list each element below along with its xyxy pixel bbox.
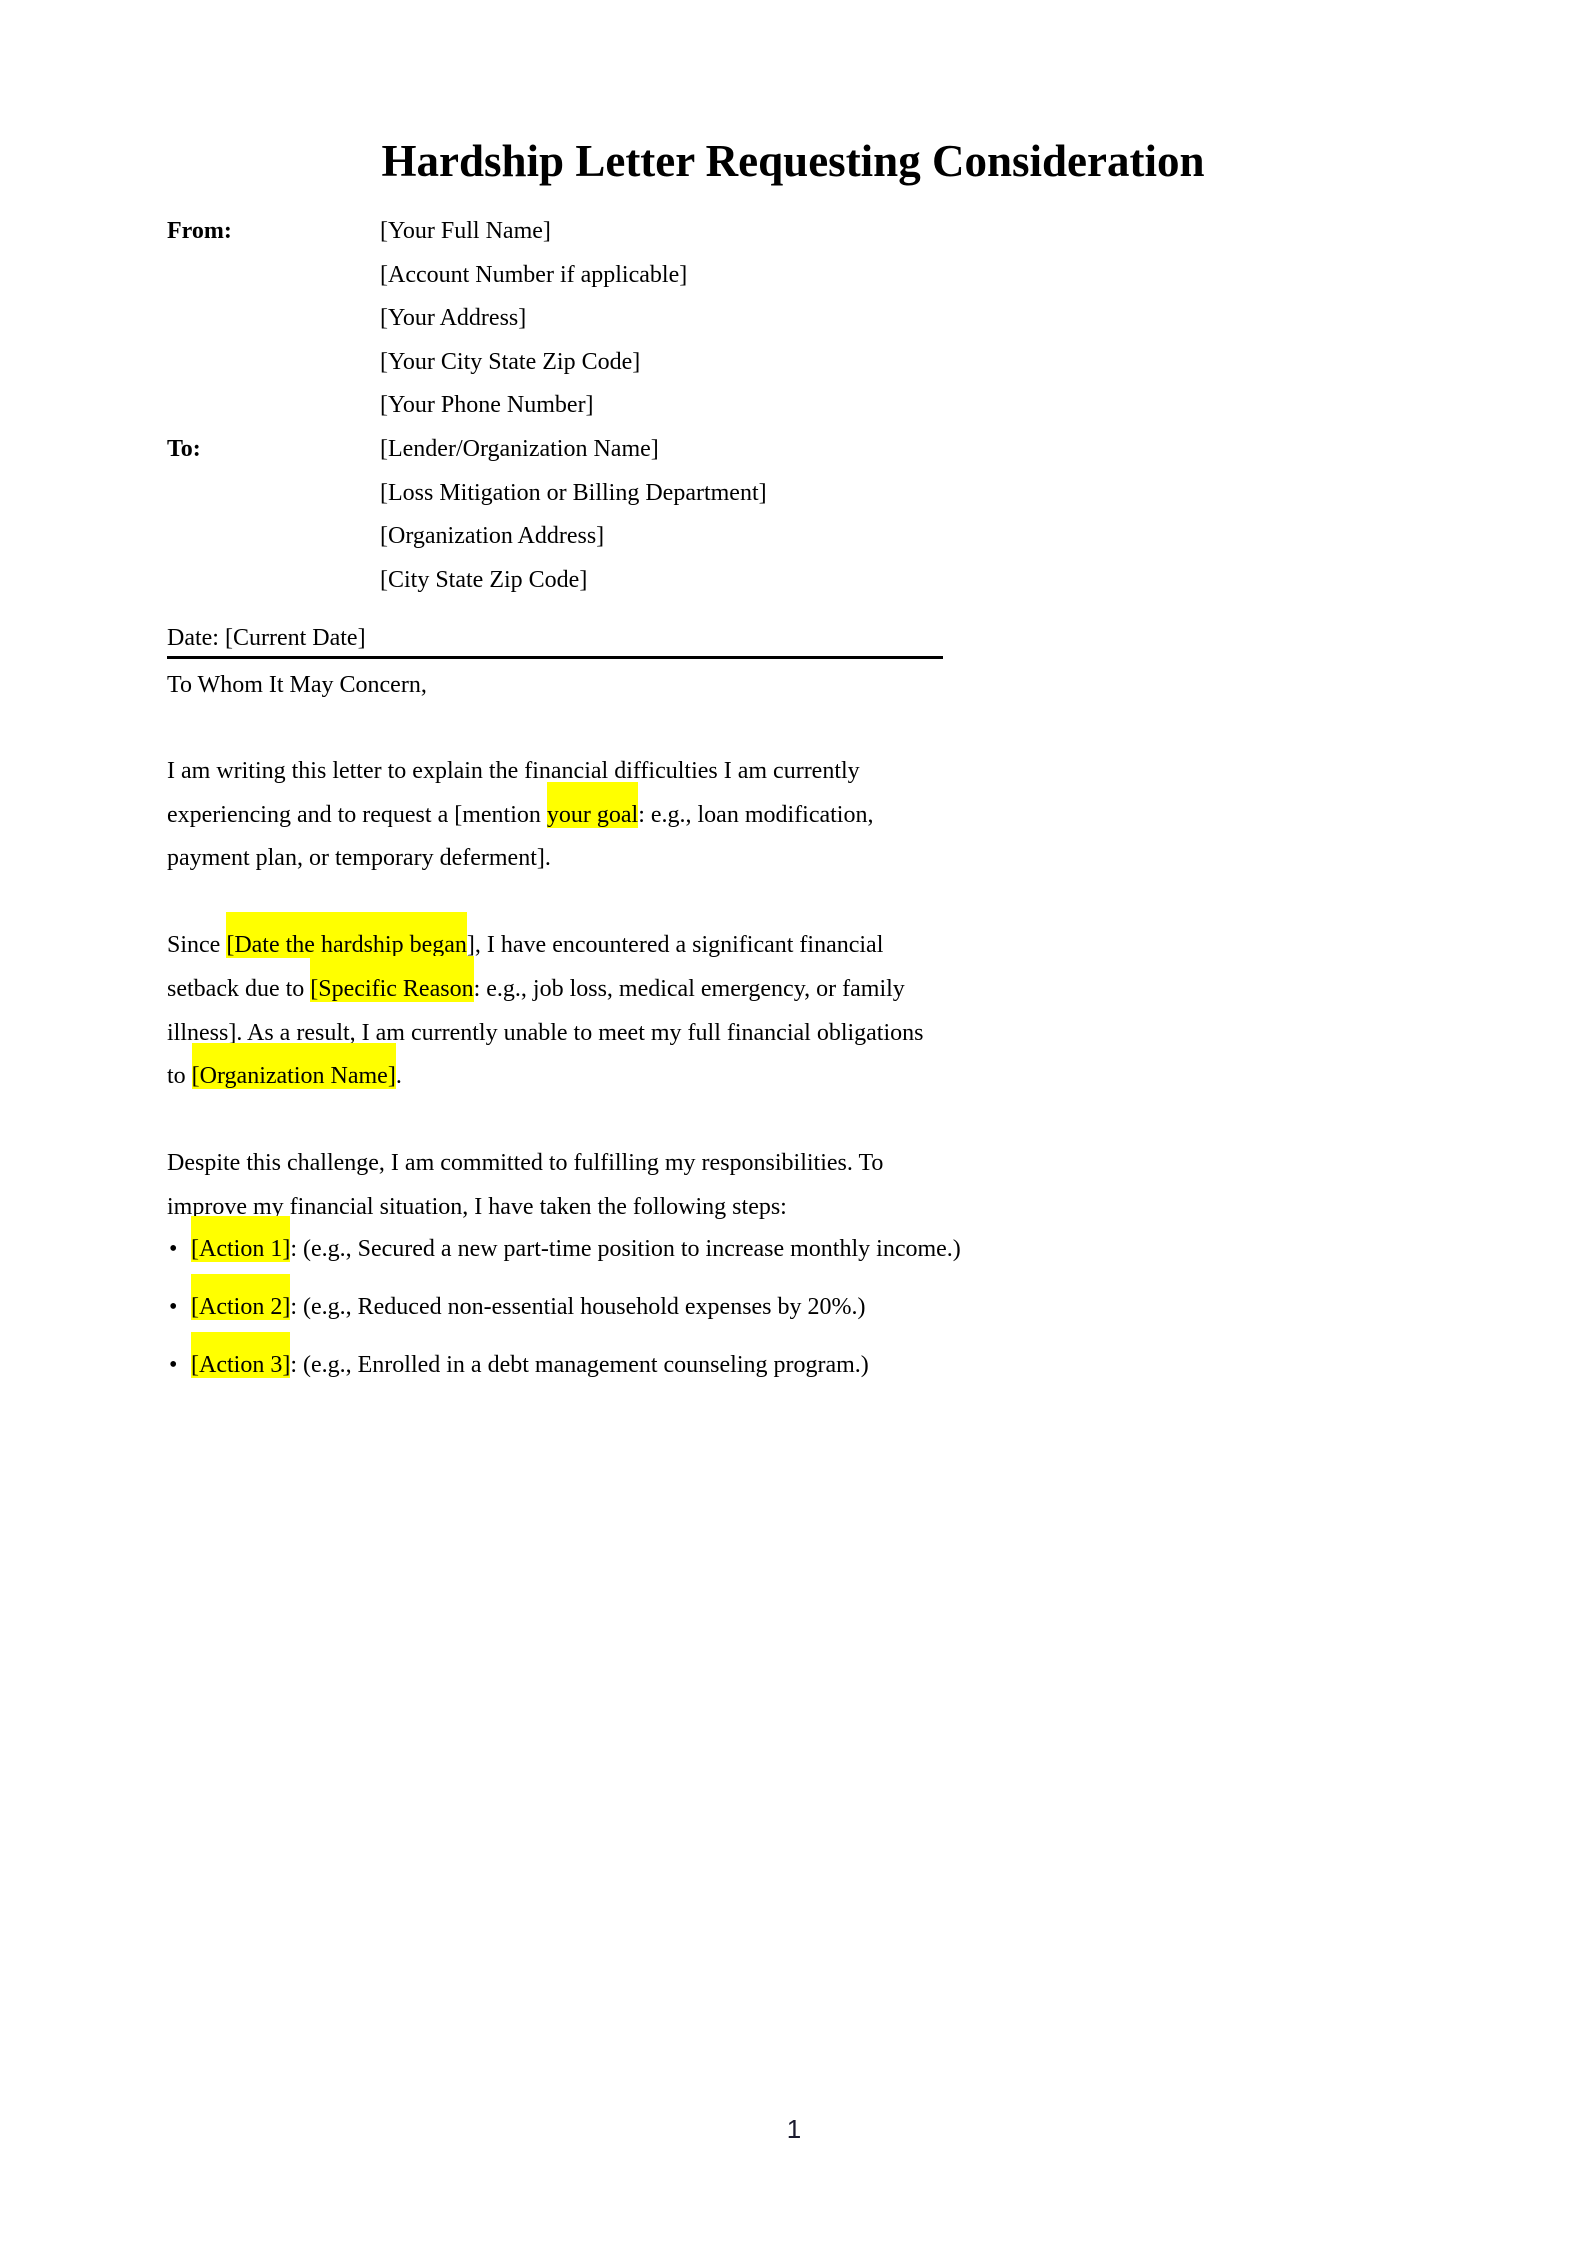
date-line: Date: [Current Date] [167, 625, 366, 651]
page-number: 1 [786, 2114, 802, 2144]
page-title: Hardship Letter Requesting Consideration [381, 136, 1205, 186]
to-row-2 [167, 515, 1267, 559]
action-3-description: : (e.g., Enrolled in a debt management counseling program.) [290, 1352, 869, 1379]
from-line-city: [Your City State Zip Code] [380, 348, 641, 375]
list-item [167, 1286, 957, 1330]
from-row-0 [167, 210, 1267, 254]
bullet-dot-icon: • [169, 1352, 178, 1379]
highlight-action-2: [Action 2] [191, 1294, 291, 1321]
action-steps-list [167, 1228, 961, 1402]
to-line-department: [Loss Mitigation or Billing Department] [380, 479, 767, 506]
paragraph-hardship-part-d: . [395, 1063, 402, 1090]
highlight-action-3: [Action 3] [191, 1352, 291, 1379]
paragraph-purpose-part-a: I am writing this letter to explain the financial difficulties I am currently experiencing and to request a [mention [167, 758, 860, 828]
from-row-3 [167, 341, 1267, 385]
from-row-1 [167, 254, 1267, 298]
to-line-org: [Lender/Organization Name] [380, 435, 659, 462]
paragraph-hardship [167, 924, 939, 1098]
from-line-name: [Your Full Name] [380, 218, 551, 244]
address-block [167, 210, 1267, 602]
paragraph-steps-intro: Despite this challenge, I am committed to fulfilling my responsibilities. To improve my financial situation, I have taken the following steps: [167, 1150, 884, 1220]
paragraph-hardship-part-b: ], I have encountered a significant financial setback due to [167, 932, 884, 1002]
list-item [167, 1228, 961, 1272]
to-line-city: [City State Zip Code] [380, 566, 588, 593]
list-item [167, 1344, 957, 1388]
highlight-hardship-date: [Date the hardship began [226, 932, 467, 959]
from-line-account: [Account Number if applicable] [380, 261, 688, 288]
letter-body [167, 750, 939, 1230]
salutation: To Whom It May Concern, [167, 672, 427, 698]
from-label: From: [167, 218, 232, 244]
action-1-description: : (e.g., Secured a new part-time position to increase monthly income.) [290, 1236, 961, 1262]
from-line-phone: [Your Phone Number] [380, 392, 594, 419]
to-row-3 [167, 559, 1267, 603]
to-row-0 [167, 428, 1267, 472]
highlight-organization-name: [Organization Name] [191, 1063, 396, 1090]
bullet-dot-icon: • [169, 1294, 178, 1321]
to-label: To: [167, 435, 201, 462]
paragraph-hardship-part-a: Since [167, 932, 227, 959]
to-line-address: [Organization Address] [380, 523, 605, 550]
action-2-description: : (e.g., Reduced non-essential household expenses by 20%.) [290, 1294, 866, 1321]
from-line-address: [Your Address] [380, 305, 527, 332]
highlight-action-1: [Action 1] [191, 1236, 291, 1262]
bullet-dot-icon: • [169, 1236, 178, 1262]
from-row-4 [167, 384, 1267, 428]
highlight-your-goal: your goal [546, 801, 639, 828]
paragraph-purpose [167, 750, 939, 881]
paragraph-hardship-part-c: : e.g., job loss, medical emergency, or family illness]. As a result, I am currently unable to meet my full financial obligations to [167, 975, 924, 1090]
paragraph-purpose-part-b: : e.g., loan modification, payment plan, or temporary deferment]. [167, 801, 874, 872]
highlight-specific-reason: [Specific Reason [310, 975, 474, 1002]
horizontal-divider [167, 656, 943, 659]
to-row-1 [167, 472, 1267, 516]
from-row-2 [167, 297, 1267, 341]
